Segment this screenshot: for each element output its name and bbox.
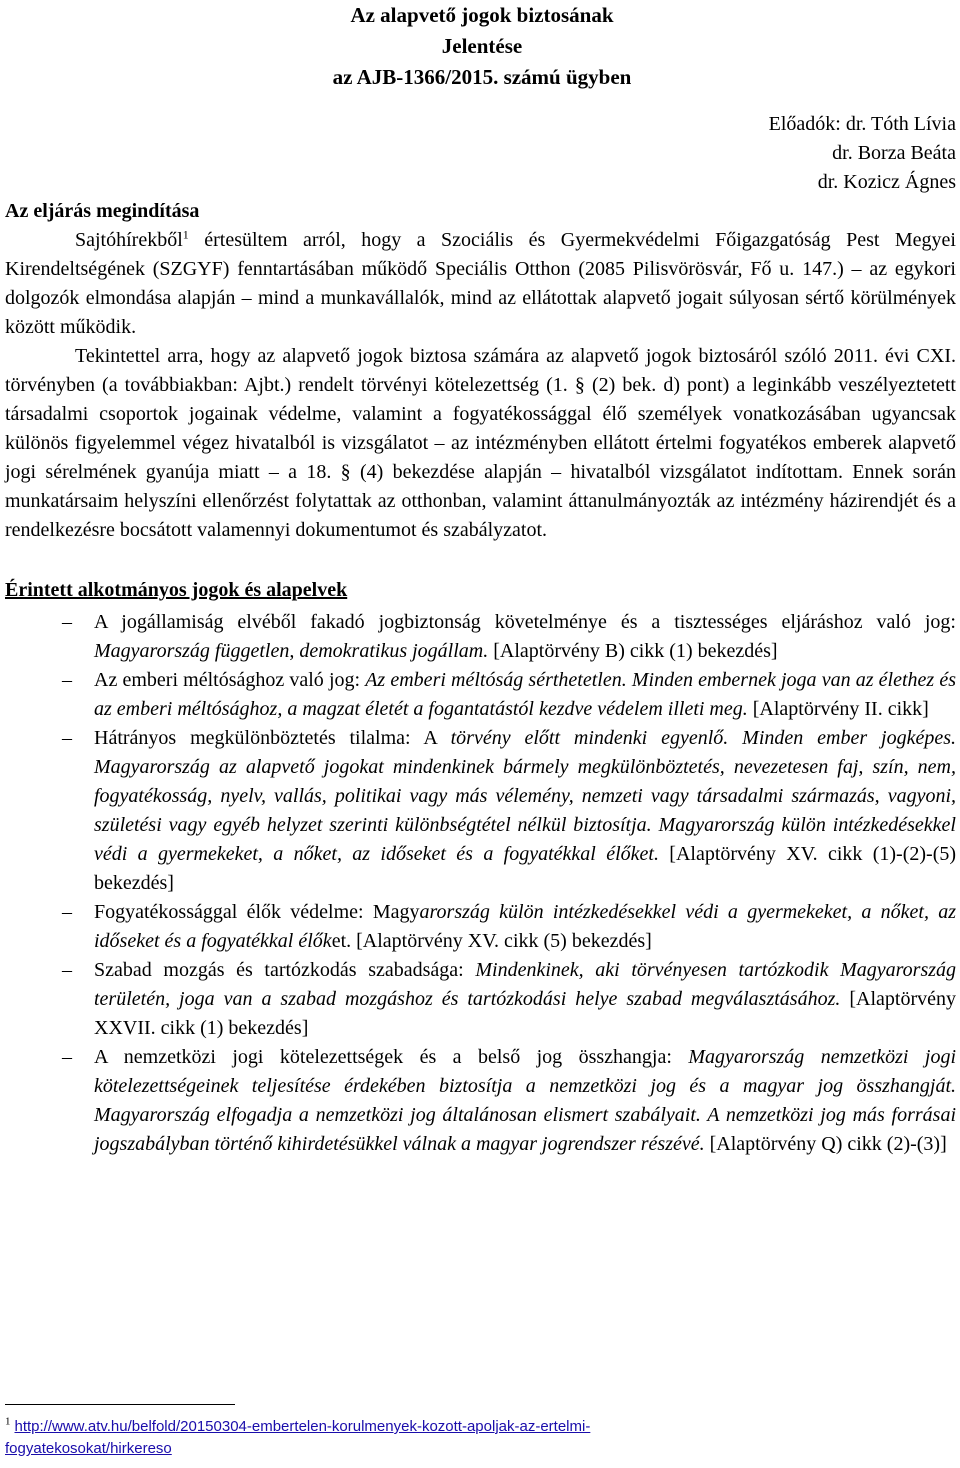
paragraph-intro [0, 226, 960, 342]
header-line-2: Jelentése [441, 34, 523, 58]
rights-list-item [0, 1043, 960, 1159]
author-line-2: dr. Borza Beáta [832, 142, 956, 164]
right-plain-text: Hátrányos megkülönböztetés tilalma: A [94, 727, 451, 749]
section-title-proceedings: Az eljárás megindítása [5, 200, 200, 222]
dash-bullet: – [62, 669, 72, 691]
author-line-3: dr. Kozicz Ágnes [817, 171, 956, 193]
right-quote: törvény előtt mindenki egyenlő. Minden ember jogképes. Magyarország az alapvető jogokat mindenkinek bármely megkülönböztetés, nevezetesen faj, szín, nem, fogyatékosság, nyelv, vallás, politikai vagy más vélemény, nemzeti vagy társadalmi származás, vagyoni, születési vagy egyéb helyzet szerinti különbségtétel nélkül biztosítja. Magyarország külön intézkedésekkel védi a gyermekeket, a nőket, az időseket és a fogyatékkal élőket. [94, 727, 957, 865]
section-title-rights: Érintett alkotmányos jogok és alapelvek [5, 579, 348, 601]
right-quote: arország külön intézkedésekkel védi a gyermekeket, a nőket, az időseket és a fogyatékkal élők [94, 901, 956, 952]
header-line-1: Az alapvető jogok biztosának [350, 3, 614, 27]
rights-list-item [0, 898, 960, 956]
dash-bullet: – [62, 727, 72, 749]
right-plain-text: Az emberi méltósághoz való jog: [94, 669, 366, 691]
right-quote: Magyarország nemzetközi jogi kötelezettségeinek teljesítése érdekében biztosítja a nemzetközi jog és a magyar jog összhangját. Magyarország elfogadja a nemzetközi jog általánosan elismert szabályait. A nemzetközi jog más forrásai jogszabályban történő kihirdetésükkel válnak a magyar jogrendszer részévé. [94, 1046, 957, 1155]
author-line-1: Előadók: dr. Tóth Lívia [768, 113, 956, 135]
right-reference: [Alaptörvény XV. cikk (1)-(2)-(5) bekezdés] [94, 843, 957, 894]
paragraph-mandate: Tekintettel arra, hogy az alapvető jogok biztosa számára az alapvető jogok biztosáról szóló 2011. évi CXI. törvényben (a továbbiakban: Ajbt.) rendelt törvényi kötelezettség (1. § (2) bek. d) pont) a leginkább veszélyeztetett társadalmi csoportok jogainak védelme, valamint a fogyatékossággal élő személyek vonatkozásában ugyancsak különös figyelemmel végez hivatalból is vizsgálatot – az intézményben ellátott értelmi fogyatékos emberek alapvető jogi sérelmének gyanúja miatt – a 18. § (4) bekezdése alapján – hivatalból vizsgálatot indítottam. Ennek során munkatársaim helyszíni ellenőrzést folytattak az otthonban, valamint áttanulmányozták az intézmény házirendjét és a rendelkezésre bocsátott valamennyi dokumentumot és szabályzatot. [5, 345, 956, 541]
spacer [0, 545, 960, 576]
header-line-3: az AJB-1366/2015. számú ügyben [332, 65, 632, 89]
footnote [5, 1416, 935, 1460]
right-quote: Mindenkinek, aki törvényesen tartózkodik Magyarország területén, joga van a szabad mozgáshoz és tartózkodási helye szabad megválasztásához. [94, 959, 957, 1010]
rights-list [0, 608, 960, 1159]
footnote-ref[interactable]: 1 [182, 227, 189, 242]
right-reference: [Alaptörvény B) cikk (1) bekezdés] [488, 640, 778, 662]
rights-list-item [0, 724, 960, 898]
footnote-link-line-1: http://www.atv.hu/belfold/20150304-embertelen-korulmenyek-kozott-apoljak-az-ertelmi- [14, 1418, 591, 1435]
dash-bullet: – [62, 611, 72, 633]
right-reference: [Alaptörvény II. cikk] [747, 698, 929, 720]
intro-text-rest: értesültem arról, hogy a Szociális és Gyermekvédelmi Főigazgatóság Pest Megyei Kirendeltségének (SZGYF) fenntartásában működő Speciális Otthon (2085 Pilisvörösvár, Fő u. 147.) – az egykori dolgozók elmondása alapján – mind a munkavállalók, mind az ellátottak alapvető jogait súlyosan sértő körülmények között működik. [5, 229, 956, 338]
right-reference: [Alaptörvény XXVII. cikk (1) bekezdés] [94, 988, 956, 1039]
document-header [4, 0, 960, 93]
dash-bullet: – [62, 901, 72, 923]
right-reference: [Alaptörvény Q) cikk (2)-(3)] [704, 1133, 947, 1155]
right-reference: et. [Alaptörvény XV. cikk (5) bekezdés] [331, 930, 652, 952]
right-plain-text: Fogyatékossággal élők védelme: Magy [94, 901, 420, 923]
rights-list-item [0, 956, 960, 1043]
right-plain-text: Szabad mozgás és tartózkodás szabadsága: [94, 959, 476, 981]
rights-list-item [0, 608, 960, 666]
footnote-link-line-2: fogyatekosokat/hirkereso [5, 1440, 172, 1457]
authors-block [0, 110, 960, 197]
right-quote: Az emberi méltóság sérthetetlen. Minden embernek joga van az élethez és az emberi méltósághoz, a magzat életét a fogantatástól kezdve védelem illeti meg. [94, 669, 956, 720]
right-plain-text: A nemzetközi jogi kötelezettségek és a belső jog összhangja: [94, 1046, 689, 1068]
footnote-link[interactable] [5, 1415, 591, 1457]
dash-bullet: – [62, 1046, 72, 1068]
footnote-divider [5, 1404, 235, 1405]
rights-list-item [0, 666, 960, 724]
right-plain-text: A jogállamiság elvéből fakadó jogbiztonság követelménye és a tisztességes eljáráshoz való jog: [94, 611, 956, 633]
dash-bullet: – [62, 959, 72, 981]
right-quote: Magyarország független, demokratikus jogállam. [94, 640, 489, 662]
footnote-number: 1 [5, 1415, 11, 1428]
intro-text-start: Sajtóhírekből [75, 229, 183, 251]
